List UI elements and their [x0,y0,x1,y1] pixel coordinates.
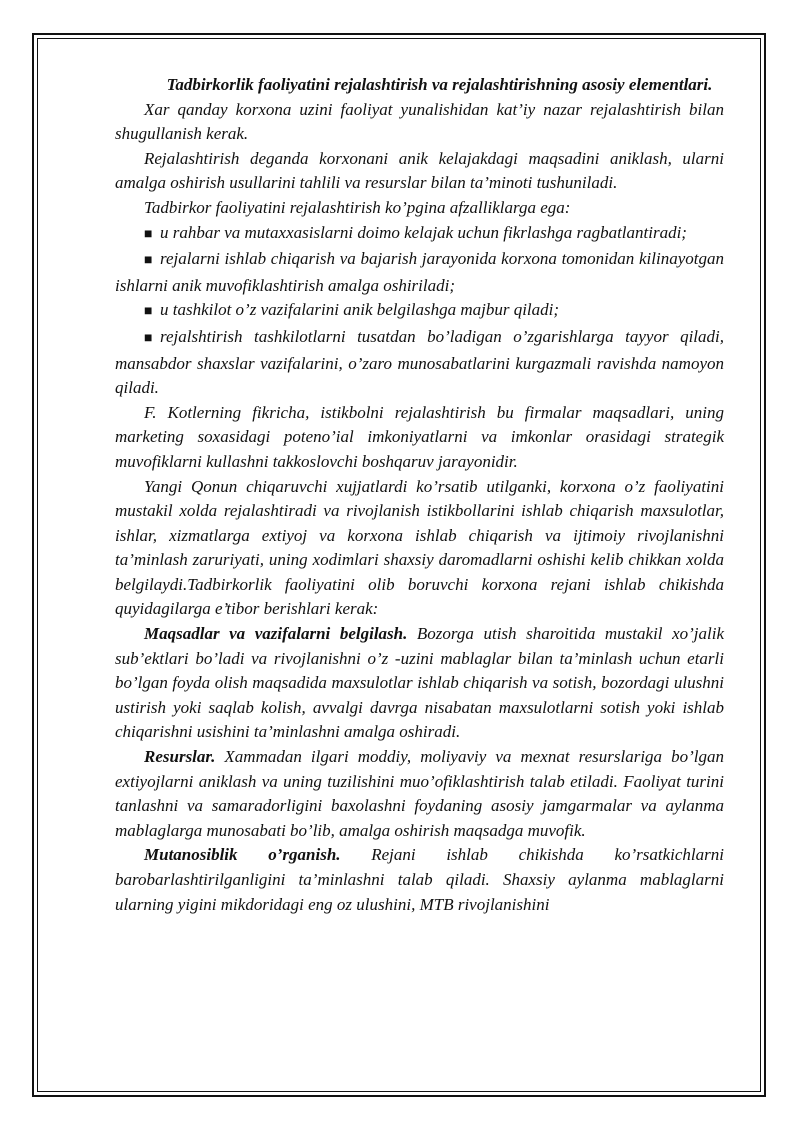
paragraph: Tadbirkor faoliyatini rejalashtirish ko’pgina afzalliklarga ega: [144,197,571,217]
document-body [115,73,724,917]
paragraph: Rejalashtirish deganda korxonani anik kelajakdagi maqsadini aniklash, ularni amalga oshirish usullarini tahlili va resurslar bilan ta’minoti tushuniladi. [115,148,724,193]
square-bullet-icon: ■ [144,253,153,269]
square-bullet-icon: ■ [144,304,153,320]
list-item: ■ rejalshtirish tashkilotlarni tusatdan bo’ladigan o’zgarishlarga tayyor qiladi, mansabdor shaxslar vazifalarini, o’zaro munosabatlarini kurgazmali ravishda namoyon qiladi. [115,326,724,398]
section-heading: Resurslar. [144,747,216,767]
section-heading: Maqsadlar va vazifalarni belgilash. [144,624,408,644]
square-bullet-icon: ■ [144,330,153,346]
paragraph: Xar qanday korxona uzini faoliyat yunalishidan kat’iy nazar rejalashtirish bilan shugullanish kerak. [115,99,724,144]
square-bullet-icon: ■ [144,226,153,242]
list-item: ■ rejalarni ishlab chiqarish va bajarish jarayonida korxona tomonidan kilinayotgan ishlarni anik muvofiklashtirish amalga oshiriladi; [115,249,724,295]
section-heading: Mutanosiblik o’rganish. [144,845,341,865]
paragraph: Maqsadlar va vazifalarni belgilash. Bozorga utish sharoitida mustakil xo’jalik sub’ektlari bo’ladi va rivojlanishni o’z -uzini mablaglar bilan ta’minlash uchun etarli bo’lgan foyda olish maqsadida maxsulotlar ishlab chiqarish va sotish, bozordagi ulushni ustirish yoki saqlab kolish, avvalgi davrga nisabatan maxsulotlarni sotish yoki ishlab chiqarishni usishini ta’minlashni amalga oshiradi. [115,624,724,742]
document-title: Tadbirkorlik faoliyatini rejalashtirish va rejalashtirishning asosiy elementlari. [166,75,713,94]
list-item: ■ u tashkilot o’z vazifalarini anik belgilashga majbur qiladi; [115,298,724,325]
paragraph: Yangi Qonun chiqaruvchi xujjatlardi ko’rsatib utilganki, korxona o’z faoliyatini mustakil xolda rejalashtiradi va rivojlanish istikbollarini ishlab chiqarish maxsulotlar, ishlar, xizmatlarga extiyoj va korxona ishlab chiqarish va ijtimoiy rivojlanishni ta’minlash zaruriyati, uning xodimlari shaxsiy daromadlarni oshishi kelib chikkan xolda belgilaydi.Tadbirkorlik faoliyatini olib boruvchi korxona rejani ishlab chikishda quyidagilarga e’tibor berishlari kerak: [115,476,724,619]
list-item: ■ u rahbar va mutaxxasislarni doimo kelajak uchun fikrlashga ragbatlantiradi; [115,221,724,248]
paragraph: Resurslar. Xammadan ilgari moddiy, moliyaviy va mexnat resurslariga bo’lgan extiyojlarni aniklash va uning tuzilishini muo’ofiklashtirish talab etiladi. Faoliyat turini tanlashni va samaradorligini baxolashni foydaning asosiy jamgarmalar va aylanma mablaglarga munosabati bo’lib, amalga oshirish maqsadga muvofik. [115,747,724,840]
paragraph: F. Kotlerning fikricha, istikbolni rejalashtirish bu firmalar maqsadlari, uning marketing soxasidagi poteno’ial imkoniyatlarni va imkonlar orasidagi strategik muvofiklarni kullashni takkoslovchi boshqaruv jarayonidir. [115,402,724,471]
paragraph: Mutanosiblik o’rganish. Rejani ishlab chikishda ko’rsatkichlarni barobarlashtirilganligini ta’minlashni talab qiladi. Shaxsiy aylanma mablaglarni ularning yigini mikdoridagi eng oz ulushini, MTB rivojlanishini [115,845,724,914]
